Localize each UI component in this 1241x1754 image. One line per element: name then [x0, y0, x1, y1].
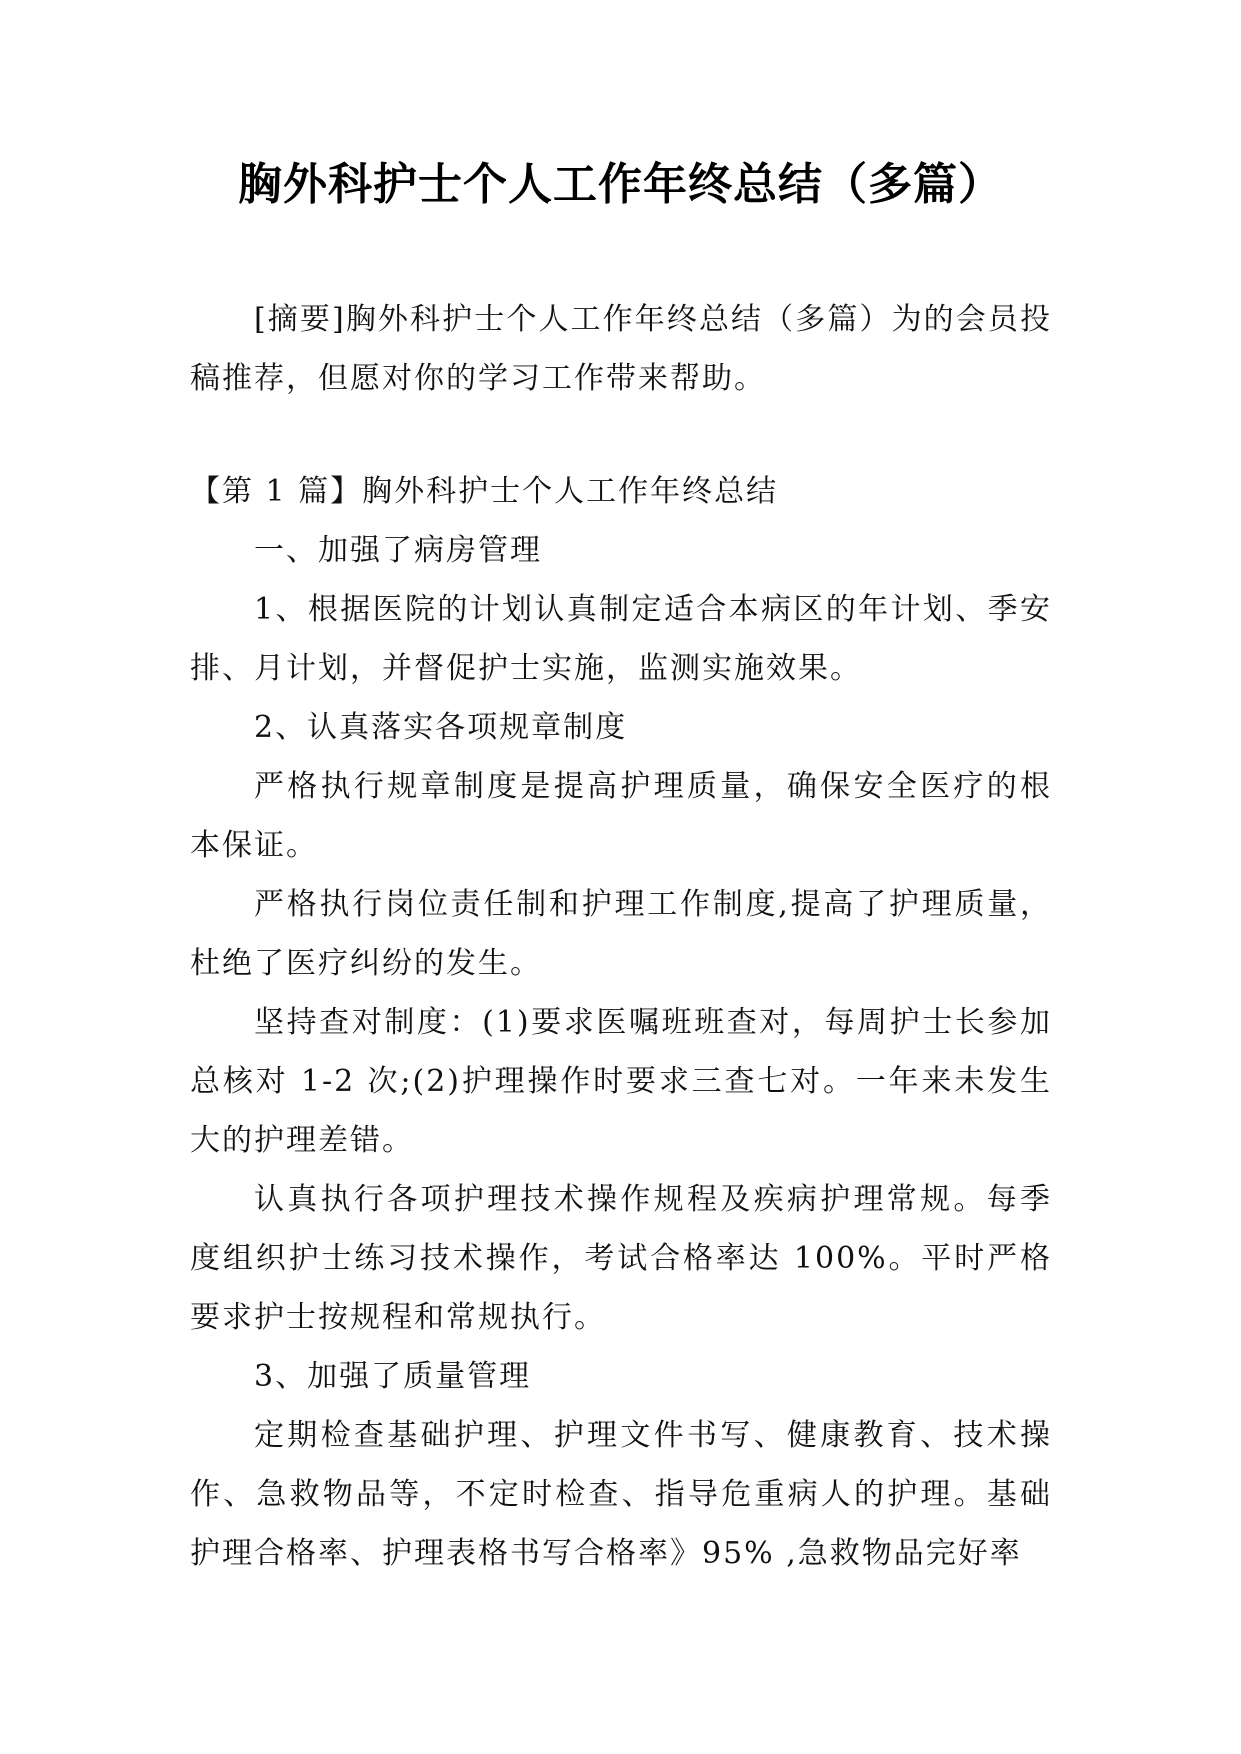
document-title: 胸外科护士个人工作年终总结（多篇）	[238, 159, 1003, 210]
summary-block	[190, 290, 1052, 408]
subheading-rules: 2、认真落实各项规章制度	[254, 710, 628, 745]
paragraph: 严格执行岗位责任制和护理工作制度,提高了护理质量，杜绝了医疗纠纷的发生。	[190, 887, 1052, 981]
paragraph: 1、根据医院的计划认真制定适合本病区的年计划、季安排、月计划，并督促护士实施，监测实施效果。	[190, 592, 1052, 686]
document-body	[190, 462, 1052, 1583]
paragraph: 严格执行规章制度是提高护理质量，确保安全医疗的根本保证。	[190, 769, 1052, 863]
paragraph: 定期检查基础护理、护理文件书写、健康教育、技术操作、急救物品等，不定时检查、指导危重病人的护理。基础护理合格率、护理表格书写合格率》95% ,急救物品完好率	[190, 1418, 1052, 1571]
subheading-ward-management: 一、加强了病房管理	[254, 533, 542, 568]
paragraph: 认真执行各项护理技术操作规程及疾病护理常规。每季度组织护士练习技术操作，考试合格率达 100%。平时严格要求护士按规程和常规执行。	[190, 1182, 1052, 1335]
summary-paragraph: [摘要]胸外科护士个人工作年终总结（多篇）为的会员投稿推荐，但愿对你的学习工作带来帮助。	[190, 302, 1052, 396]
subheading-quality: 3、加强了质量管理	[254, 1359, 532, 1394]
section-heading: 【第 1 篇】胸外科护士个人工作年终总结	[190, 474, 779, 509]
paragraph: 坚持查对制度：(1)要求医嘱班班查对，每周护士长参加总核对 1-2 次;(2)护理操作时要求三查七对。一年来未发生大的护理差错。	[190, 1005, 1052, 1158]
